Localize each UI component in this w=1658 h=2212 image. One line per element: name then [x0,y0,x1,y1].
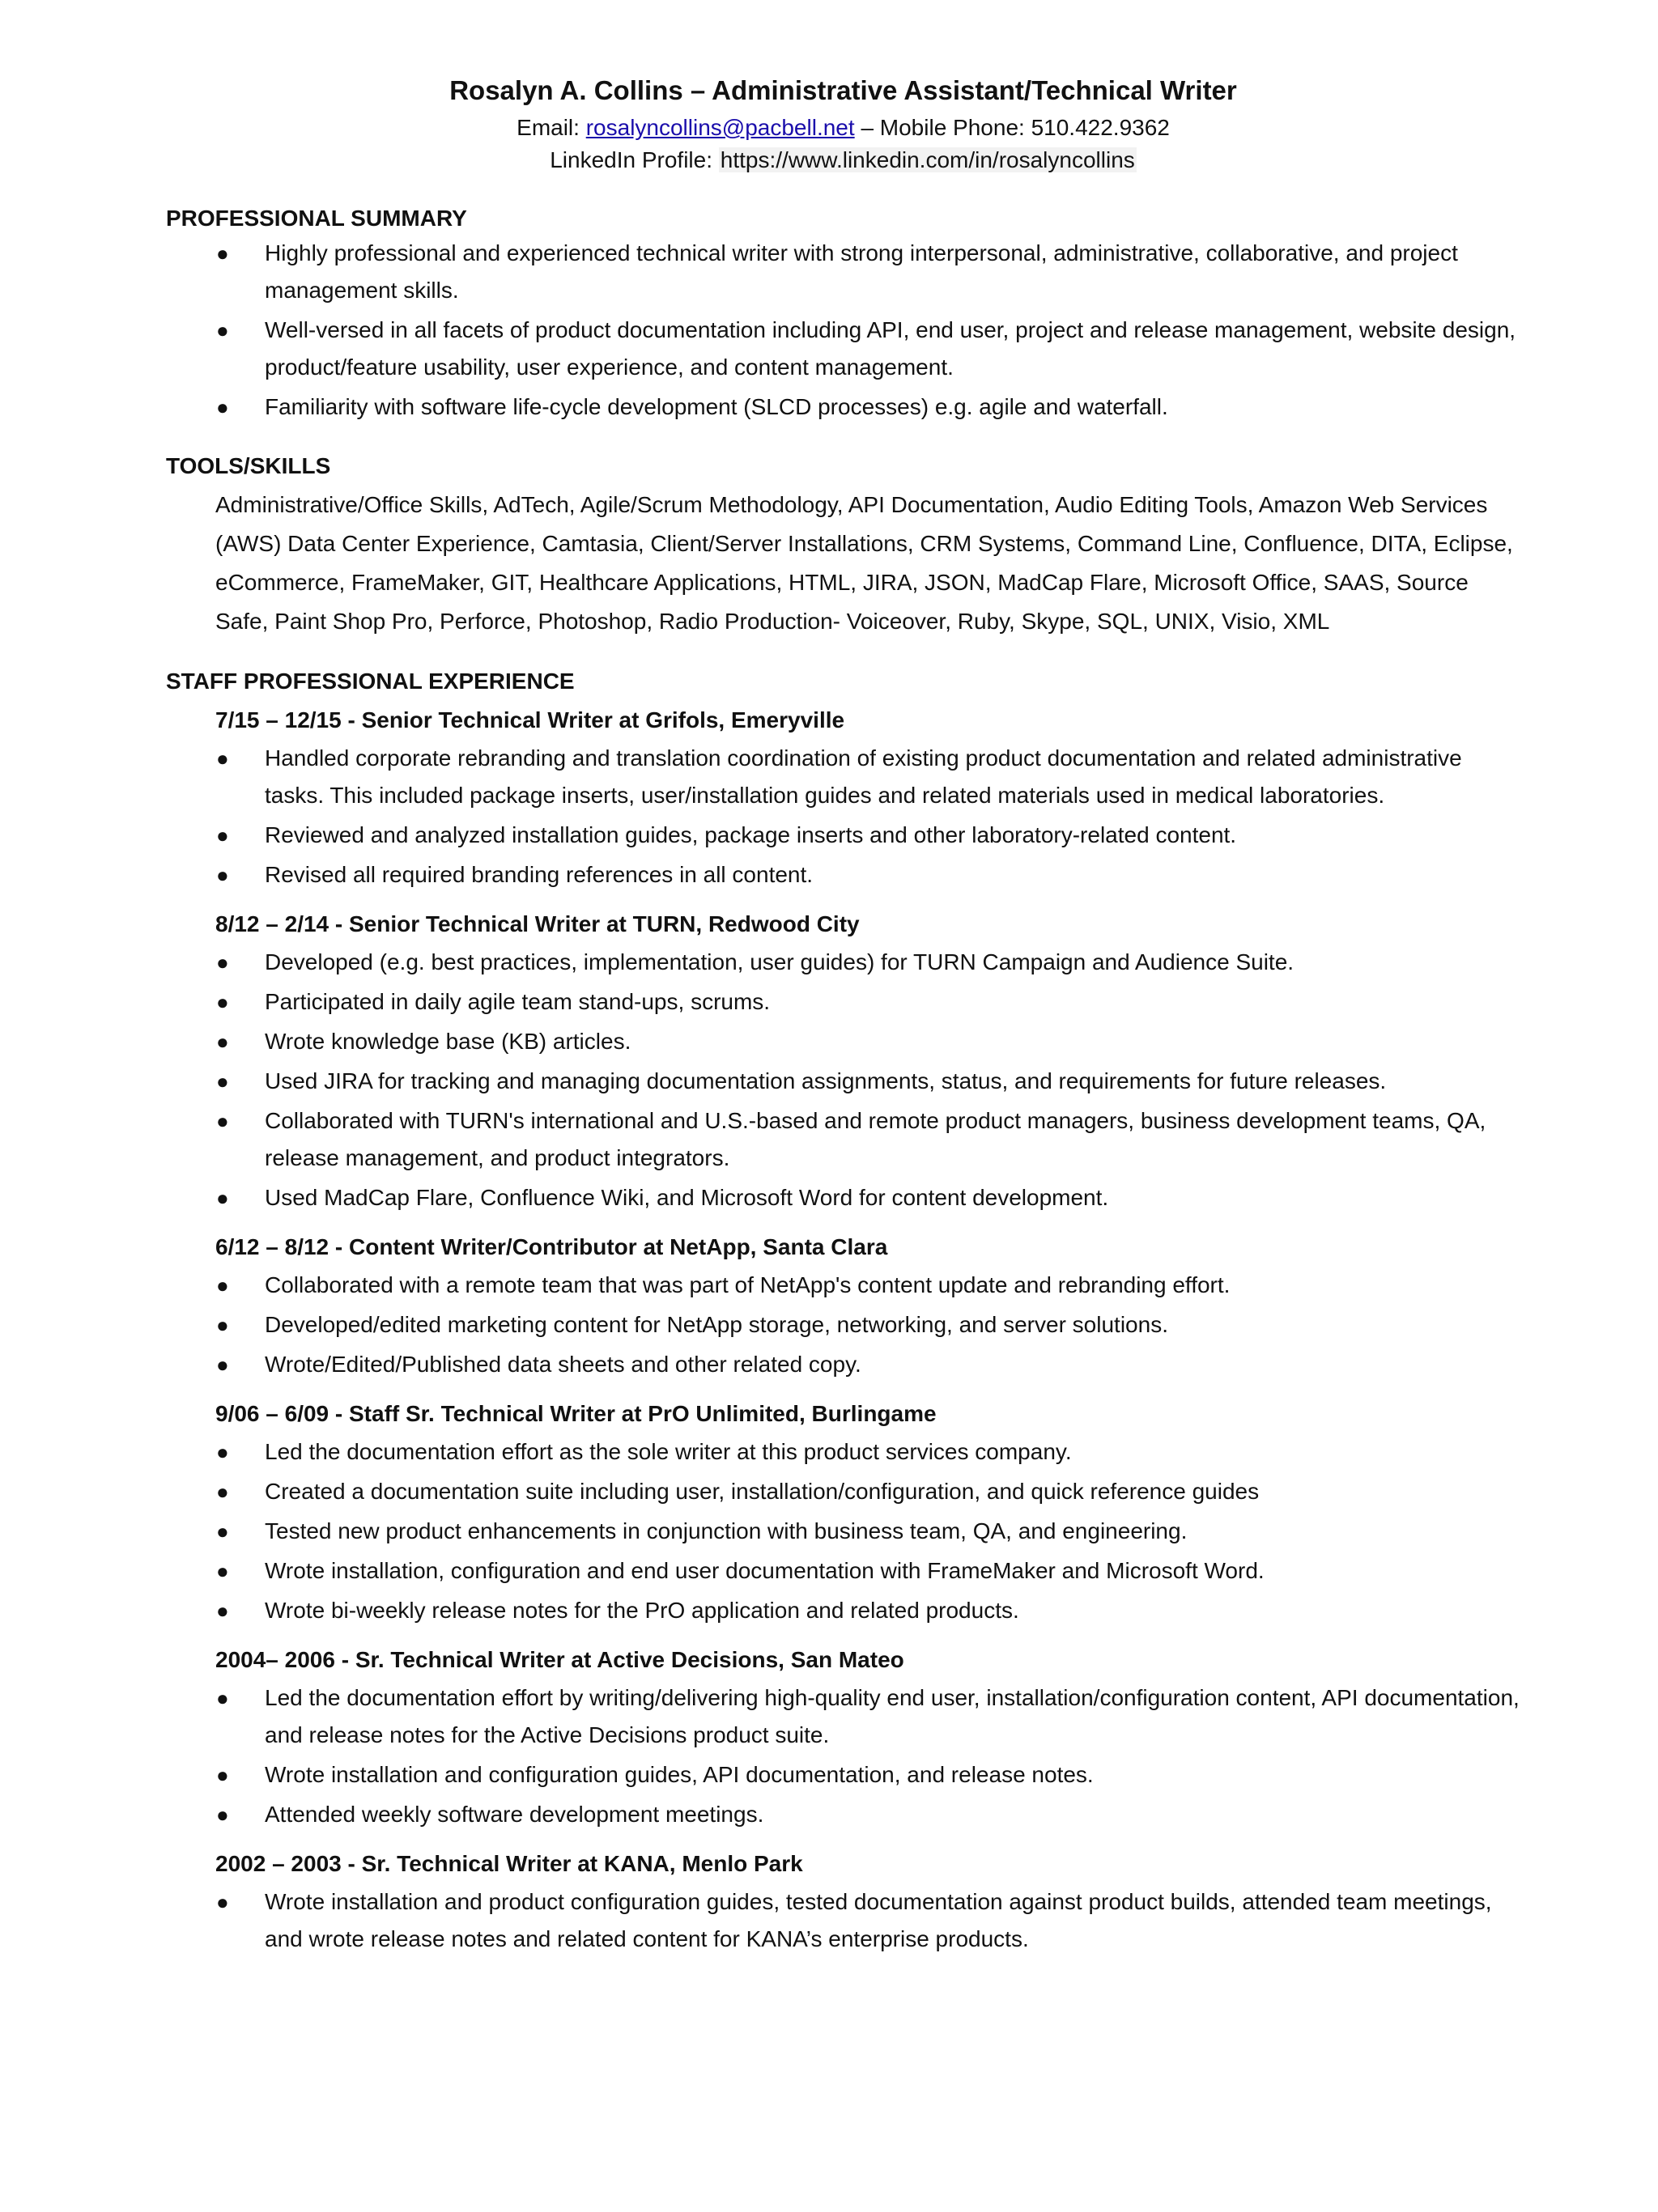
bullet-icon: ● [216,1598,229,1623]
bullet-text: Developed (e.g. best practices, implementation, user guides) for TURN Campaign and Audience Suite. [265,949,1295,974]
job-bullets [166,1267,1520,1383]
bullet-icon: ● [216,395,229,419]
job-entry [166,1398,1520,1629]
job-title: 2002 – 2003 - Sr. Technical Writer at KANA, Menlo Park [215,1851,803,1876]
bullet-icon: ● [216,1440,229,1464]
bullet-text: Used JIRA for tracking and managing documentation assignments, status, and requirements for future releases. [265,1068,1387,1093]
bullet-item [166,856,1520,894]
bullet-icon: ● [216,241,229,265]
bullet-item [166,235,1520,309]
resume-header [166,70,1520,176]
phone-text: – Mobile Phone: 510.422.9362 [861,115,1170,140]
bullet-icon: ● [216,1313,229,1337]
bullet-item [166,1306,1520,1344]
job-bullets [166,740,1520,894]
job-bullets [166,944,1520,1216]
bullet-item [166,817,1520,854]
contact-line [166,112,1520,144]
bullet-text: Created a documentation suite including user, installation/configuration, and quick reference guides [265,1479,1260,1504]
bullet-icon: ● [216,863,229,887]
job-title: 8/12 – 2/14 - Senior Technical Writer at TURN, Redwood City [215,911,860,936]
bullet-icon: ● [216,746,229,771]
bullet-icon: ● [216,1890,229,1914]
bullet-icon: ● [216,990,229,1014]
bullet-icon: ● [216,1352,229,1377]
bullet-icon: ● [216,1069,229,1093]
bullet-item [166,1883,1520,1958]
experience-heading: STAFF PROFESSIONAL EXPERIENCE [166,669,575,694]
bullet-icon: ● [216,1802,229,1827]
job-bullets [166,1679,1520,1833]
bullet-icon: ● [216,823,229,847]
bullet-text: Wrote knowledge base (KB) articles. [265,1029,631,1054]
bullet-text: Well-versed in all facets of product documentation including API, end user, project and release management, website design, product/feature usability, user experience, and content management. [265,317,1516,380]
bullet-item [166,1102,1520,1177]
bullet-text: Highly professional and experienced technical writer with strong interpersonal, administrative, collaborative, and project management skills. [265,240,1458,303]
bullet-item [166,1267,1520,1304]
bullet-text: Wrote installation, configuration and end user documentation with FrameMaker and Microsoft Word. [265,1558,1265,1583]
bullet-item [166,388,1520,426]
bullet-item [166,1679,1520,1754]
bullet-item [166,1796,1520,1833]
summary-heading: PROFESSIONAL SUMMARY [166,206,467,231]
job-bullets [166,1883,1520,1958]
bullet-icon: ● [216,1763,229,1787]
job-title: 9/06 – 6/09 - Staff Sr. Technical Writer at PrO Unlimited, Burlingame [215,1401,937,1426]
bullet-item [166,1513,1520,1550]
bullet-item [166,1756,1520,1794]
bullet-item [166,740,1520,814]
bullet-icon: ● [216,1109,229,1133]
bullet-icon: ● [216,1519,229,1543]
bullet-text: Led the documentation effort as the sole writer at this product services company. [265,1439,1072,1464]
job-entry [166,1848,1520,1958]
linkedin-url[interactable]: https://www.linkedin.com/in/rosalyncollins [720,147,1135,172]
email-link[interactable]: rosalyncollins@pacbell.net [585,115,855,140]
bullet-text: Reviewed and analyzed installation guides, package inserts and other laboratory-related content. [265,822,1237,847]
job-entry [166,908,1520,1216]
bullet-icon: ● [216,1186,229,1210]
bullet-text: Revised all required branding references in all content. [265,862,814,887]
bullet-item [166,983,1520,1021]
bullet-text: Tested new product enhancements in conjunction with business team, QA, and engineering. [265,1518,1188,1543]
bullet-item [166,1433,1520,1471]
bullet-text: Wrote installation and configuration guides, API documentation, and release notes. [265,1762,1094,1787]
linkedin-line [166,144,1520,176]
bullet-icon: ● [216,1480,229,1504]
bullet-item [166,312,1520,386]
bullet-text: Wrote installation and product configuration guides, tested documentation against product builds, attended team meetings, and wrote release notes and related content for KANA’s enterprise products. [265,1889,1492,1951]
skills-text: Administrative/Office Skills, AdTech, Agile/Scrum Methodology, API Documentation, Audio Editing Tools, Amazon Web Services (AWS) Data Center Experience, Camtasia, Client/Server Installations, CRM Systems, Command Line, Confluence, DITA, Eclipse, eCommerce, FrameMaker, GIT, Healthcare Applications, HTML, JIRA, JSON, MadCap Flare, Microsoft Office, SAAS, Source Safe, Paint Shop Pro, Perforce, Photoshop, Radio Production- Voiceover, Ruby, Skype, SQL, UNIX, Visio, XML [215,492,1513,634]
bullet-item [166,1063,1520,1100]
job-title: 2004– 2006 - Sr. Technical Writer at Active Decisions, San Mateo [215,1647,904,1672]
bullet-text: Collaborated with TURN's international and U.S.-based and remote product managers, business development teams, QA, release management, and product integrators. [265,1108,1486,1170]
bullet-text: Familiarity with software life-cycle development (SLCD processes) e.g. agile and waterfall. [265,394,1168,419]
job-title: 7/15 – 12/15 - Senior Technical Writer at Grifols, Emeryville [215,707,845,732]
job-entry [166,1644,1520,1833]
bullet-text: Used MadCap Flare, Confluence Wiki, and Microsoft Word for content development. [265,1185,1109,1210]
bullet-icon: ● [216,950,229,974]
bullet-text: Wrote bi-weekly release notes for the PrO application and related products. [265,1598,1019,1623]
bullet-text: Collaborated with a remote team that was part of NetApp's content update and rebranding effort. [265,1272,1231,1297]
bullet-item [166,1179,1520,1216]
bullet-item [166,1552,1520,1590]
bullet-item [166,1592,1520,1629]
bullet-item [166,1023,1520,1060]
name-title: Rosalyn A. Collins – Administrative Assistant/Technical Writer [449,75,1237,105]
job-entry [166,1231,1520,1383]
bullet-item [166,944,1520,981]
job-title: 6/12 – 8/12 - Content Writer/Contributor at NetApp, Santa Clara [215,1234,888,1259]
summary-list [166,235,1520,426]
bullet-text: Participated in daily agile team stand-ups, scrums. [265,989,771,1014]
skills-heading: TOOLS/SKILLS [166,453,331,478]
email-label: Email: [517,115,580,140]
bullet-icon: ● [216,1559,229,1583]
bullet-text: Developed/edited marketing content for NetApp storage, networking, and server solutions. [265,1312,1168,1337]
job-bullets [166,1433,1520,1629]
bullet-icon: ● [216,318,229,342]
experience-list [166,704,1520,1958]
bullet-icon: ● [216,1273,229,1297]
bullet-icon: ● [216,1030,229,1054]
bullet-text: Led the documentation effort by writing/delivering high-quality end user, installation/configuration content, API documentation, and release notes for the Active Decisions product suite. [265,1685,1520,1747]
bullet-text: Attended weekly software development meetings. [265,1802,764,1827]
job-entry [166,704,1520,894]
bullet-text: Handled corporate rebranding and translation coordination of existing product documentation and related administrative tasks. This included package inserts, user/installation guides and related materials used in medical laboratories. [265,745,1462,808]
bullet-icon: ● [216,1686,229,1710]
bullet-item [166,1346,1520,1383]
bullet-item [166,1473,1520,1510]
linkedin-label: LinkedIn Profile: [550,147,713,172]
bullet-text: Wrote/Edited/Published data sheets and other related copy. [265,1352,861,1377]
